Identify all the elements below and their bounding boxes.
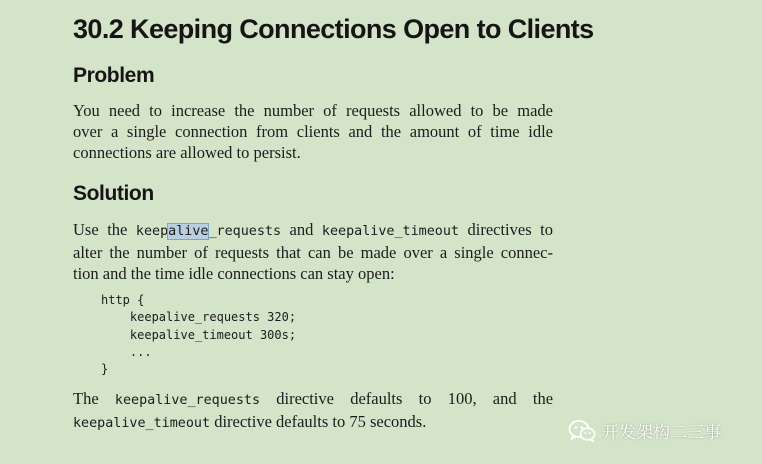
problem-paragraph bbox=[73, 100, 553, 163]
problem-heading: Problem bbox=[73, 64, 155, 87]
selected-text-highlight[interactable]: alive bbox=[168, 224, 209, 239]
problem-line: You need to increase the number of requests allowed to be made bbox=[73, 101, 553, 120]
solution-heading: Solution bbox=[73, 182, 154, 205]
solution-text: and bbox=[289, 220, 314, 239]
solution-line-2: alter the number of requests that can be made over a single connec- bbox=[73, 243, 553, 262]
solution-text: Use the bbox=[73, 220, 128, 239]
solution-text: directives to bbox=[467, 220, 554, 239]
solution-line-1 bbox=[73, 219, 553, 242]
wechat-icon bbox=[568, 419, 596, 443]
solution-paragraph bbox=[73, 219, 553, 284]
problem-line: over a single connection from clients and the amount of time idle bbox=[73, 122, 553, 141]
solution-line-3: tion and the time idle connections can stay open: bbox=[73, 264, 395, 283]
defaults-paragraph bbox=[73, 388, 553, 434]
watermark-text: 开发架构二三事 bbox=[602, 423, 721, 443]
inline-code-keepalive-timeout: keepalive_timeout bbox=[321, 224, 459, 239]
problem-line: connections are allowed to persist. bbox=[73, 143, 301, 162]
code-block: http { keepalive_requests 320; keepalive_timeout 300s; ... } bbox=[101, 293, 297, 377]
inline-code-keepalive-timeout: keepalive_timeout bbox=[73, 416, 211, 431]
inline-code-keepalive-requests: keepalive_requests bbox=[114, 393, 261, 408]
inline-code-keepalive-requests: keepalive_requests bbox=[135, 224, 282, 239]
defaults-line-1: The keepalive_requests directive defaults to 100, and the bbox=[73, 389, 554, 408]
wechat-watermark bbox=[568, 418, 721, 443]
chapter-title: 30.2 Keeping Connections Open to Clients bbox=[73, 14, 594, 44]
defaults-line-2: keepalive_timeout directive defaults to 75 seconds. bbox=[73, 412, 427, 431]
